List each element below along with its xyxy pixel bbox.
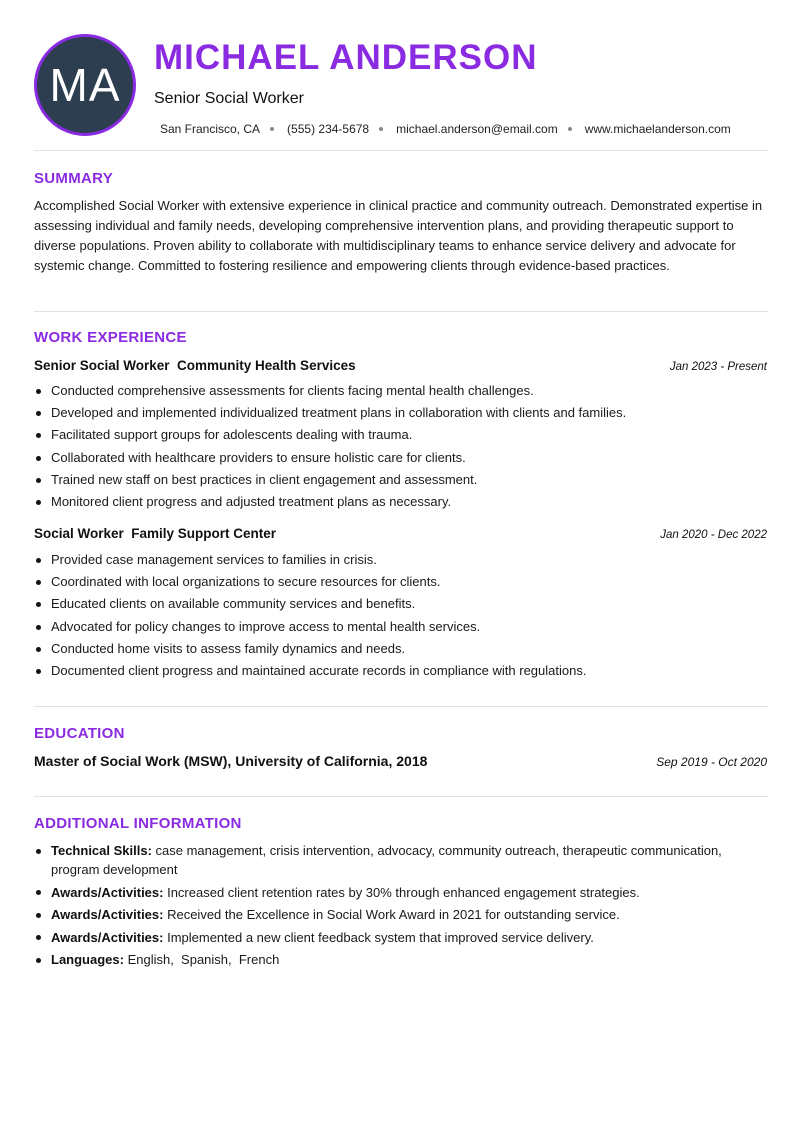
avatar-initials: MA xyxy=(49,59,121,111)
resume-header xyxy=(34,34,768,138)
list-item: Conducted home visits to assess family dynamics and needs. xyxy=(34,638,768,660)
section-divider xyxy=(34,311,768,312)
list-item: Conducted comprehensive assessments for clients facing mental health challenges. xyxy=(34,380,768,402)
additional-info-heading: ADDITIONAL INFORMATION xyxy=(34,815,242,832)
summary-heading: SUMMARY xyxy=(34,170,114,187)
list-item xyxy=(34,950,768,969)
info-text: Implemented a new client feedback system that improved service delivery. xyxy=(163,929,594,945)
info-text: case management, crisis intervention, advocacy, community outreach, therapeutic communication, program development xyxy=(51,843,722,877)
job-dates: Jan 2023 - Present xyxy=(669,361,767,373)
list-item: Provided case management services to families in crisis. xyxy=(34,549,768,571)
job-heading: Social Worker Family Support Center xyxy=(34,526,277,541)
info-text: English, Spanish, French xyxy=(123,952,280,967)
section-divider xyxy=(34,150,768,151)
avatar xyxy=(34,34,136,136)
list-item xyxy=(34,905,768,924)
info-label: Technical Skills: xyxy=(51,843,152,858)
info-text: Increased client retention rates by 30% through enhanced engagement strategies. xyxy=(163,884,640,900)
section-divider xyxy=(34,706,768,707)
list-item: Documented client progress and maintained accurate records in compliance with regulations. xyxy=(34,660,768,682)
list-item xyxy=(34,928,768,947)
separator-dot-icon xyxy=(379,127,383,131)
additional-info-list xyxy=(34,841,768,973)
candidate-role: Senior Social Worker xyxy=(154,90,304,107)
info-label: Awards/Activities: xyxy=(51,884,164,900)
education-dates: Sep 2019 - Oct 2020 xyxy=(656,755,767,769)
candidate-name: MICHAEL ANDERSON xyxy=(154,38,538,77)
info-label: Awards/Activities: xyxy=(51,907,164,922)
list-item: Collaborated with healthcare providers to ensure holistic care for clients. xyxy=(34,447,768,469)
info-text: Received the Excellence in Social Work Award in 2021 for outstanding service. xyxy=(163,907,620,922)
education-heading: EDUCATION xyxy=(34,725,125,742)
job-dates: Jan 2020 - Dec 2022 xyxy=(660,529,767,541)
job-heading: Senior Social Worker Community Health Services xyxy=(34,358,356,373)
job-bullet-list xyxy=(34,380,768,513)
info-label: Awards/Activities: xyxy=(51,929,164,945)
separator-dot-icon xyxy=(270,127,274,131)
list-item: Trained new staff on best practices in client engagement and assessment. xyxy=(34,469,768,491)
list-item: Developed and implemented individualized treatment plans in collaboration with clients and families. xyxy=(34,402,768,424)
contact-phone: (555) 234-5678 xyxy=(287,122,370,136)
info-label: Languages: xyxy=(51,952,124,967)
list-item: Facilitated support groups for adolescents dealing with trauma. xyxy=(34,424,768,446)
list-item: Coordinated with local organizations to secure resources for clients. xyxy=(34,571,768,593)
list-item xyxy=(34,883,768,902)
contact-website[interactable]: www.michaelanderson.com xyxy=(584,122,731,136)
contact-email[interactable]: michael.anderson@email.com xyxy=(396,122,558,136)
contact-location: San Francisco, CA xyxy=(160,122,261,136)
separator-dot-icon xyxy=(568,127,572,131)
work-experience-heading: WORK EXPERIENCE xyxy=(34,329,187,346)
summary-text: Accomplished Social Worker with extensive experience in clinical practice and community outreach. Demonstrated expertise in assessing individual and family needs, developing comprehensive intervention plans, and providing therapeutic support to diverse populations. Proven ability to collaborate with multidisciplinary teams to enhance service delivery and advocate for systemic change. Committed to fostering resilience and empowering clients through evidence-based practices. xyxy=(34,198,763,273)
list-item: Educated clients on available community services and benefits. xyxy=(34,593,768,615)
education-degree: Master of Social Work (MSW), University of California, 2018 xyxy=(34,753,428,769)
list-item xyxy=(34,841,768,879)
job-bullet-list xyxy=(34,549,768,682)
list-item: Monitored client progress and adjusted treatment plans as necessary. xyxy=(34,491,768,513)
section-divider xyxy=(34,796,768,797)
list-item: Advocated for policy changes to improve access to mental health services. xyxy=(34,616,768,638)
contact-line xyxy=(160,122,731,136)
